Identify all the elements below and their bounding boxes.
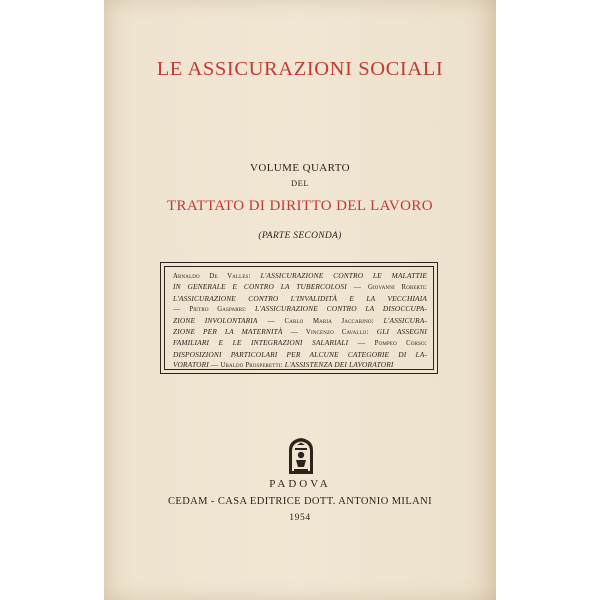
publisher-emblem-icon — [286, 436, 316, 476]
separator: : — [280, 360, 285, 370]
chapter-title: IN GENERALE E CONTRO LA TUBERCOLOSI — [173, 282, 347, 292]
book-title: LE ASSICURAZIONI SOCIALI — [156, 58, 444, 80]
contents-line — [173, 338, 427, 349]
chapter-title: L'ASSICURAZIONE CONTRO LA DISOCCUPA- — [254, 304, 427, 314]
contents-line — [173, 316, 427, 327]
separator: — — [208, 360, 221, 370]
separator: — — [346, 282, 368, 292]
author-name: Pietro Gasparri — [189, 306, 245, 314]
connector-text: DEL — [290, 178, 310, 188]
separator: — — [348, 338, 375, 348]
contents-line — [173, 271, 427, 282]
author-name: Giovanni Roberti — [367, 284, 425, 292]
separator: : — [371, 315, 384, 325]
separator: : — [424, 282, 427, 292]
part-label: (PARTE SECONDA) — [258, 231, 342, 241]
author-name: Arnaldo De Valles — [173, 273, 249, 280]
author-name: Pompeo Corso — [374, 340, 425, 348]
chapter-title: L'ASSICURAZIONE CONTRO L'INVALIDITÀ E LA VECCHIAIA — [173, 293, 427, 303]
contents-line — [173, 360, 427, 371]
contents-box — [160, 262, 438, 374]
chapter-title: L'ASSISTENZA DEI LAVORATORI — [284, 360, 394, 370]
contents-list — [164, 266, 434, 370]
contents-line — [173, 350, 427, 360]
chapter-title: VORATORI — [173, 360, 209, 370]
separator: : — [366, 327, 377, 337]
author-name: Vincenzo Cavallo — [305, 329, 367, 337]
contents-line — [173, 327, 427, 338]
chapter-title: DISPOSIZIONI PARTICOLARI PER ALCUNE CATEGORIE DI LA- — [173, 349, 427, 359]
contents-line — [173, 304, 427, 315]
author-name: Carlo Maria Jaccarino — [284, 317, 372, 325]
volume-label: VOLUME QUARTO — [250, 162, 350, 174]
chapter-title: ZIONE INVOLONTARIA — [173, 315, 258, 325]
chapter-title: ZIONE PER LA MATERNITÀ — [173, 327, 283, 337]
separator: : — [244, 304, 255, 314]
imprint-publisher: CEDAM - CASA EDITRICE DOTT. ANTONIO MILANI — [167, 496, 433, 507]
separator: : — [248, 271, 261, 280]
separator: : — [424, 338, 427, 348]
author-name: Ubaldo Prosperetti — [220, 362, 281, 370]
chapter-title: FAMILIARI E LE INTEGRAZIONI SALARIALI — [173, 338, 349, 348]
treatise-title: TRATTATO DI DIRITTO DEL LAVORO — [166, 198, 434, 214]
separator: — — [257, 315, 285, 325]
chapter-title: GLI ASSEGNI — [376, 327, 428, 337]
contents-line — [173, 282, 427, 293]
separator: — — [282, 327, 306, 337]
imprint-city: PADOVA — [269, 478, 331, 490]
chapter-title: L'ASSICURAZIONE CONTRO LE MALATTIE — [260, 271, 428, 280]
title-page — [104, 0, 496, 600]
imprint-year: 1954 — [289, 513, 311, 523]
contents-line — [173, 294, 427, 304]
chapter-title: L'ASSICURA- — [383, 315, 428, 325]
separator: — — [173, 304, 190, 314]
